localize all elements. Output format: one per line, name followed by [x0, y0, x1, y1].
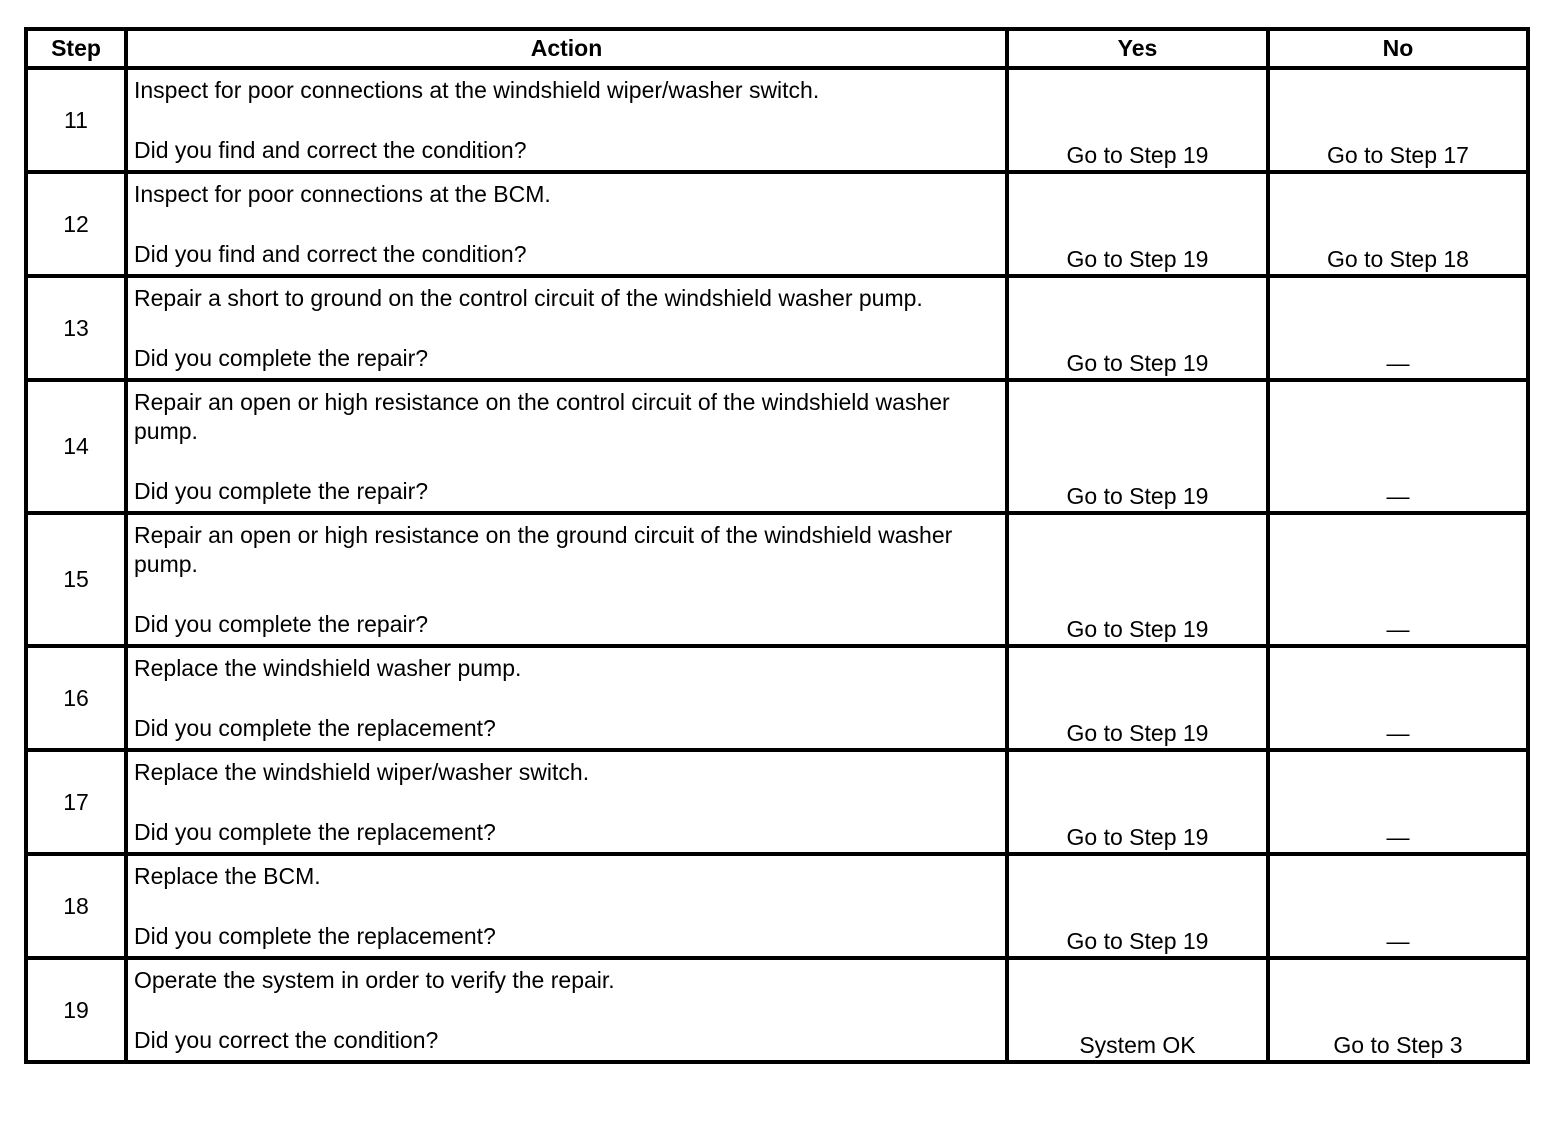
yes-result: Go to Step 19 [1007, 513, 1268, 646]
diagnostic-table [24, 27, 1530, 1064]
no-result: — [1268, 854, 1528, 958]
header-step: Step [26, 29, 126, 68]
action-instruction: Operate the system in order to verify the repair. [134, 967, 615, 993]
step-number: 11 [26, 68, 126, 172]
yes-result: Go to Step 19 [1007, 854, 1268, 958]
action-instruction: Repair a short to ground on the control circuit of the windshield washer pump. [134, 285, 923, 311]
action-cell [126, 172, 1007, 276]
no-result: — [1268, 380, 1528, 513]
yes-result: Go to Step 19 [1007, 750, 1268, 854]
action-cell [126, 958, 1007, 1062]
action-question: Did you complete the replacement? [134, 923, 496, 949]
action-instruction: Inspect for poor connections at the BCM. [134, 181, 551, 207]
step-number: 14 [26, 380, 126, 513]
action-question: Did you find and correct the condition? [134, 137, 527, 163]
table-row [26, 513, 1528, 646]
no-result: Go to Step 18 [1268, 172, 1528, 276]
action-cell [126, 68, 1007, 172]
action-instruction: Replace the BCM. [134, 863, 321, 889]
yes-result: Go to Step 19 [1007, 380, 1268, 513]
header-action: Action [126, 29, 1007, 68]
no-result: — [1268, 276, 1528, 380]
yes-result: System OK [1007, 958, 1268, 1062]
table-row [26, 958, 1528, 1062]
action-cell [126, 380, 1007, 513]
header-no: No [1268, 29, 1528, 68]
no-result: — [1268, 750, 1528, 854]
yes-result: Go to Step 19 [1007, 276, 1268, 380]
step-number: 18 [26, 854, 126, 958]
action-instruction: Inspect for poor connections at the windshield wiper/washer switch. [134, 77, 820, 103]
yes-result: Go to Step 19 [1007, 68, 1268, 172]
action-cell [126, 750, 1007, 854]
header-yes: Yes [1007, 29, 1268, 68]
action-question: Did you complete the repair? [134, 478, 429, 504]
no-result: — [1268, 513, 1528, 646]
step-number: 19 [26, 958, 126, 1062]
action-question: Did you complete the repair? [134, 611, 429, 637]
action-instruction: Repair an open or high resistance on the control circuit of the windshield washer pump. [134, 389, 950, 444]
action-question: Did you correct the condition? [134, 1027, 439, 1053]
action-cell [126, 854, 1007, 958]
table-row [26, 380, 1528, 513]
yes-result: Go to Step 19 [1007, 172, 1268, 276]
table-row [26, 750, 1528, 854]
yes-result: Go to Step 19 [1007, 646, 1268, 750]
step-number: 16 [26, 646, 126, 750]
action-question: Did you complete the replacement? [134, 819, 496, 845]
table-row [26, 68, 1528, 172]
step-number: 13 [26, 276, 126, 380]
step-number: 12 [26, 172, 126, 276]
action-cell [126, 276, 1007, 380]
header-row [26, 29, 1528, 68]
table-row [26, 276, 1528, 380]
table-row [26, 646, 1528, 750]
action-instruction: Replace the windshield wiper/washer switch. [134, 759, 590, 785]
action-cell [126, 646, 1007, 750]
action-cell [126, 513, 1007, 646]
no-result: Go to Step 3 [1268, 958, 1528, 1062]
step-number: 15 [26, 513, 126, 646]
action-question: Did you find and correct the condition? [134, 241, 527, 267]
action-question: Did you complete the replacement? [134, 715, 496, 741]
no-result: — [1268, 646, 1528, 750]
no-result: Go to Step 17 [1268, 68, 1528, 172]
action-instruction: Repair an open or high resistance on the ground circuit of the windshield washer pump. [134, 522, 953, 577]
action-question: Did you complete the repair? [134, 345, 429, 371]
action-instruction: Replace the windshield washer pump. [134, 655, 522, 681]
step-number: 17 [26, 750, 126, 854]
table-row [26, 854, 1528, 958]
table-row [26, 172, 1528, 276]
